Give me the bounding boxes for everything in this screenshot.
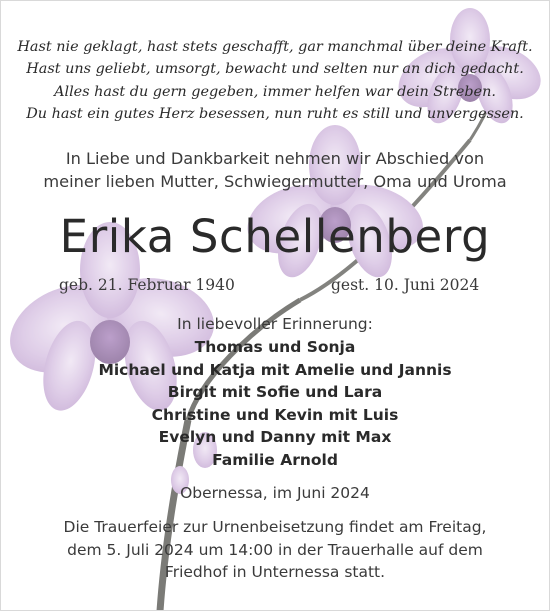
mourner-entry: Michael und Katja mit Amelie und Jannis — [98, 360, 452, 379]
service-line: Die Trauerfeier zur Urnenbeisetzung findet am Freitag, — [63, 518, 487, 536]
poem-line: Alles hast du gern gegeben, immer helfen war dein Streben. — [54, 83, 496, 100]
service-line: dem 5. Juli 2024 um 14:00 in der Trauerhalle auf dem — [67, 540, 483, 559]
poem-line: Du hast ein gutes Herz besessen, nun ruht es still und unvergessen. — [26, 106, 524, 123]
birth-date: geb. 21. Februar 1940 — [59, 276, 235, 294]
poem-line: Hast uns geliebt, umsorgt, bewacht und selten nur an dich gedacht. — [26, 61, 524, 78]
service-line: Friedhof in Unternessa statt. — [164, 563, 386, 582]
death-date: gest. 10. Juni 2024 — [331, 276, 480, 294]
mourner-entry: Thomas und Sonja — [194, 338, 356, 356]
poem-line: Hast nie geklagt, hast stets geschafft, gar manchmal über deine Kraft. — [17, 39, 533, 55]
mourner-entry: Evelyn und Danny mit Max — [158, 428, 392, 446]
intro-line: In Liebe und Dankbarkeit nehmen wir Abschied von — [65, 149, 485, 168]
mourner-entry: Christine und Kevin mit Luis — [151, 405, 399, 424]
mourner-entry: Familie Arnold — [212, 450, 338, 469]
memory-heading: In liebevoller Erinnerung: — [177, 315, 373, 333]
mourner-entry: Birgit mit Sofie und Lara — [167, 383, 383, 401]
intro-line: meiner lieben Mutter, Schwiegermutter, Oma und Uroma — [43, 172, 507, 191]
place-and-date: Obernessa, im Juni 2024 — [180, 484, 370, 502]
deceased-name: Erika Schellenberg — [59, 210, 491, 263]
